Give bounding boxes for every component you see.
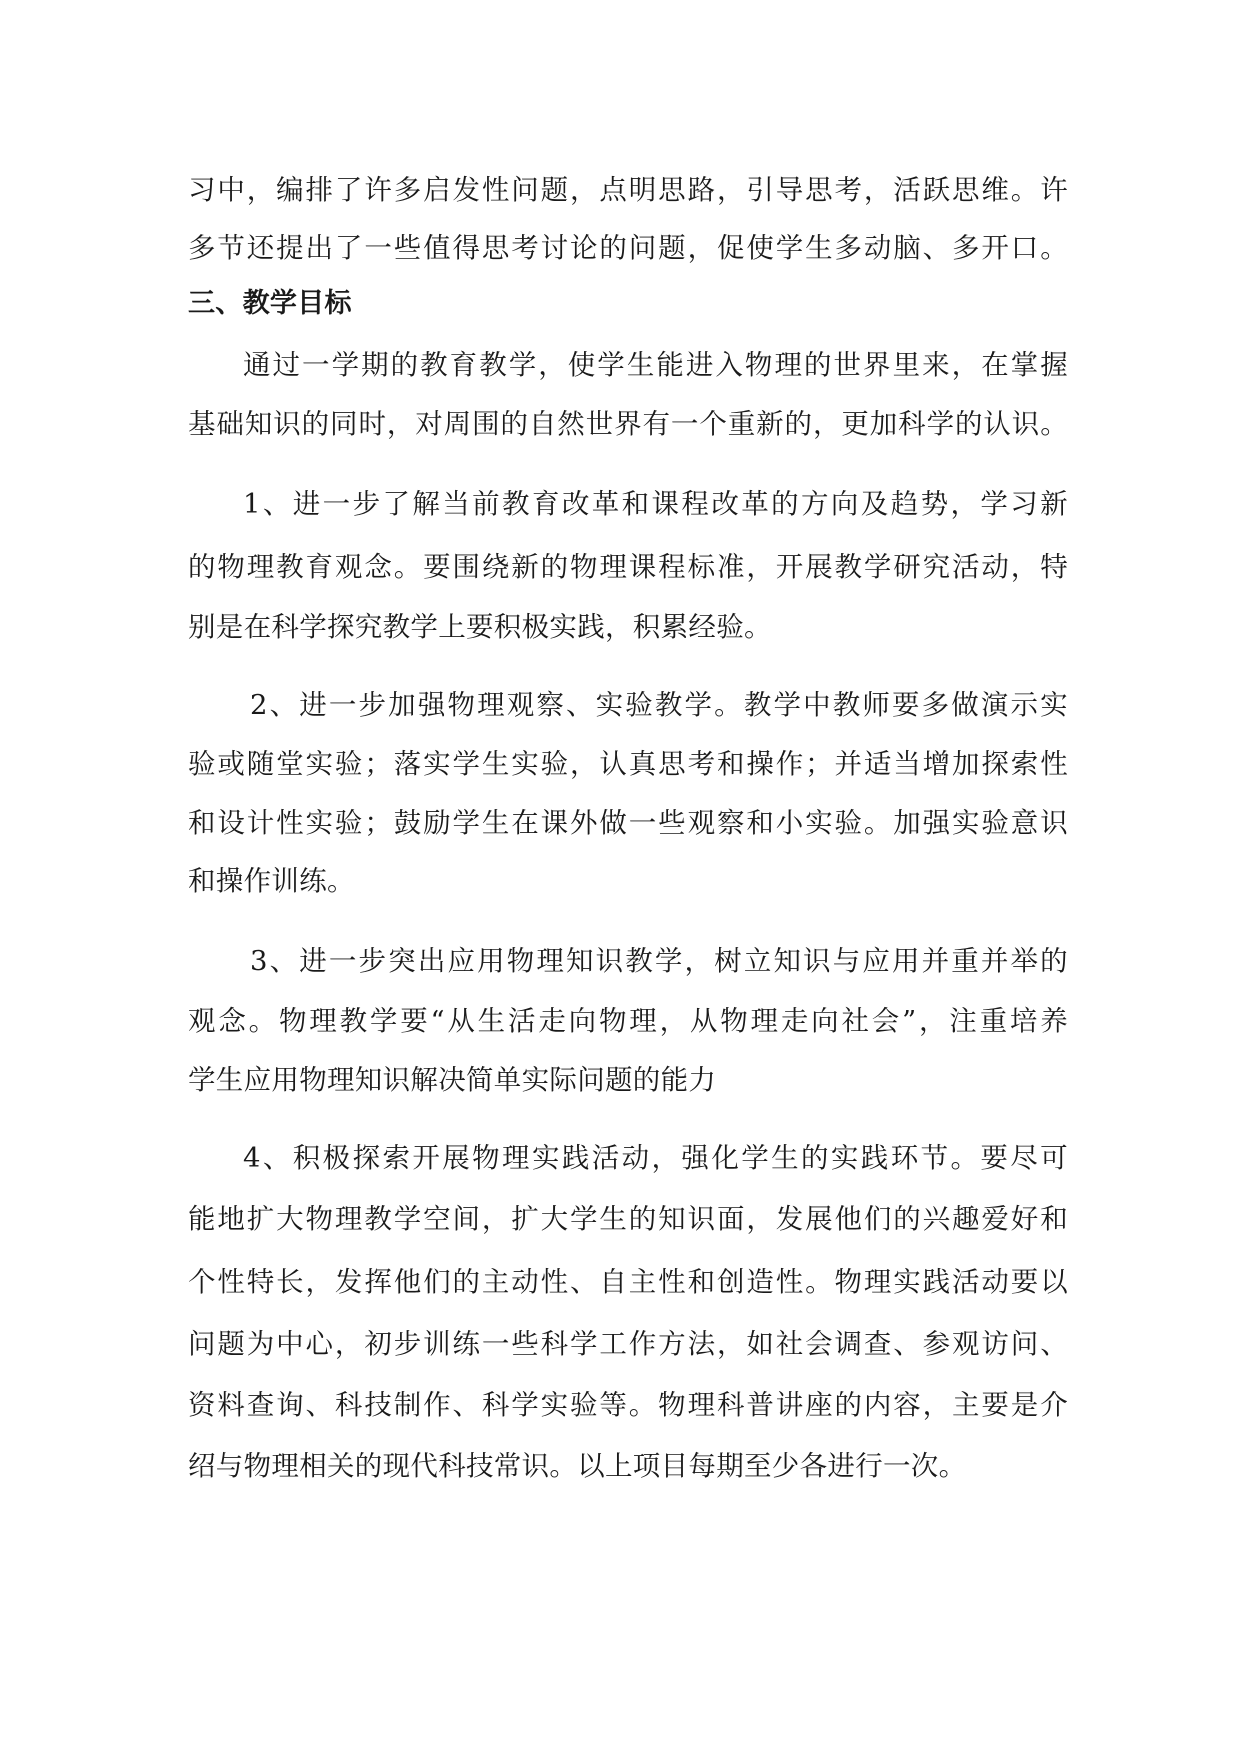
list-item-line: 2、进一步加强物理观察、实验教学。教学中教师要多做演示实 [250, 689, 1068, 721]
list-item-line: 验或随堂实验；落实学生实验，认真思考和操作；并适当增加探索性 [188, 748, 1068, 780]
list-item-line: 4、积极探索开展物理实践活动，强化学生的实践环节。要尽可 [243, 1142, 1068, 1174]
paragraph-line: 通过一学期的教育教学，使学生能进入物理的世界里来，在掌握 [243, 349, 1068, 381]
list-item-line: 能地扩大物理教学空间，扩大学生的知识面，发展他们的兴趣爱好和 [188, 1203, 1068, 1235]
section-heading: 三、教学目标 [188, 288, 352, 319]
paragraph-line: 基础知识的同时，对周围的自然世界有一个重新的，更加科学的认识。 [188, 408, 1068, 440]
list-item-line: 绍与物理相关的现代科技常识。以上项目每期至少各进行一次。 [188, 1450, 967, 1482]
list-item-line: 和设计性实验；鼓励学生在课外做一些观察和小实验。加强实验意识 [188, 807, 1068, 839]
list-item-line: 1、进一步了解当前教育改革和课程改革的方向及趋势，学习新 [243, 488, 1068, 520]
list-item-line: 别是在科学探究教学上要积极实践，积累经验。 [188, 611, 772, 643]
list-item-line: 和操作训练。 [188, 865, 355, 897]
list-item-line: 的物理教育观念。要围绕新的物理课程标准，开展教学研究活动，特 [188, 551, 1068, 583]
paragraph-line: 习中，编排了许多启发性问题，点明思路，引导思考，活跃思维。许 [188, 174, 1068, 206]
list-item-line: 个性特长，发挥他们的主动性、自主性和创造性。物理实践活动要以 [188, 1266, 1068, 1298]
list-item-line: 3、进一步突出应用物理知识教学，树立知识与应用并重并举的 [250, 945, 1068, 977]
paragraph-line: 多节还提出了一些值得思考讨论的问题，促使学生多动脑、多开口。 [188, 232, 1068, 264]
list-item-line: 观念。物理教学要“从生活走向物理，从物理走向社会”，注重培养 [188, 1005, 1068, 1037]
list-item-line: 资料查询、科技制作、科学实验等。物理科普讲座的内容，主要是介 [188, 1389, 1068, 1421]
list-item-line: 问题为中心，初步训练一些科学工作方法，如社会调查、参观访问、 [188, 1328, 1068, 1360]
list-item-line: 学生应用物理知识解决简单实际问题的能力 [188, 1064, 717, 1096]
